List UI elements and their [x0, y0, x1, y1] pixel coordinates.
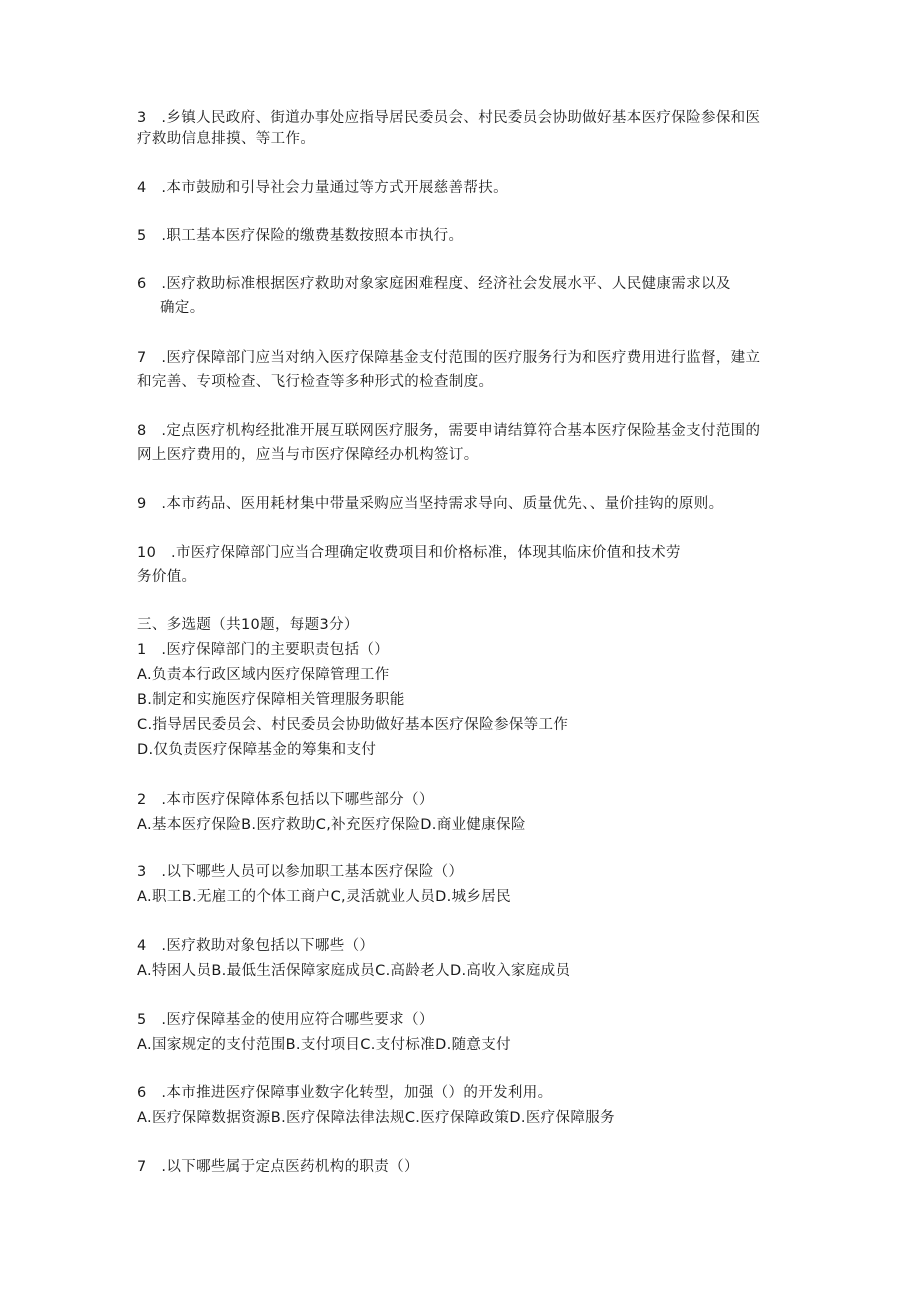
- fill-question-8-line-1: 8 .定点医疗机构经批准开展互联网医疗服务，需要申请结算符合基本医疗保险基金支付范围的: [137, 423, 761, 439]
- fill-question-3-line-2: 疗救助信息排摸、等工作。: [137, 131, 316, 147]
- fill-question-7-line-2: 和完善、专项检查、飞行检查等多种形式的检查制度。: [137, 374, 494, 390]
- fill-question-5: 5 .职工基本医疗保险的缴费基数按照本市执行。: [137, 228, 464, 244]
- mc-question-1-option-a: A.负责本行政区域内医疗保障管理工作: [137, 667, 390, 683]
- fill-question-7-line-1: 7 .医疗保障部门应当对纳入医疗保障基金支付范围的医疗服务行为和医疗费用进行监督，建立: [137, 350, 761, 366]
- mc-question-5-stem: 5 .医疗保障基金的使用应符合哪些要求（）: [137, 1012, 434, 1028]
- mc-question-2-options: A.基本医疗保险B.医疗救助C,补充医疗保险D.商业健康保险: [137, 817, 526, 833]
- fill-question-8-line-2: 网上医疗费用的，应当与市医疗保障经办机构签订。: [137, 447, 479, 463]
- fill-question-9: 9 .本市药品、医用耗材集中带量采购应当坚持需求导向、质量优先、、量价挂钩的原则。: [137, 496, 724, 512]
- fill-question-4: 4 .本市鼓励和引导社会力量通过等方式开展慈善帮扶。: [137, 180, 508, 196]
- section-title-multiple-choice: 三、多选题（共10题，每题3分）: [137, 617, 359, 633]
- mc-question-6-options: A.医疗保障数据资源B.医疗保障法律法规C.医疗保障政策D.医疗保障服务: [137, 1110, 615, 1126]
- mc-question-1-option-d: D.仅负责医疗保障基金的筹集和支付: [137, 742, 377, 758]
- fill-question-10-line-2: 务价值。: [137, 569, 197, 585]
- mc-question-3-options: A.职工B.无雇工的个体工商户C,灵活就业人员D.城乡居民: [137, 889, 511, 905]
- mc-question-4-options: A.特困人员B.最低生活保障家庭成员C.高龄老人D.高收入家庭成员: [137, 963, 571, 979]
- mc-question-1-option-c: C.指导居民委员会、村民委员会协助做好基本医疗保险参保等工作: [137, 717, 569, 733]
- fill-question-10-line-1: 10 .市医疗保障部门应当合理确定收费项目和价格标准，体现其临床价值和技术劳: [137, 545, 681, 561]
- mc-question-1-option-b: B.制定和实施医疗保障相关管理服务职能: [137, 692, 405, 708]
- mc-question-3-stem: 3 .以下哪些人员可以参加职工基本医疗保险（）: [137, 864, 464, 880]
- mc-question-7-stem: 7 .以下哪些属于定点医药机构的职责（）: [137, 1159, 419, 1175]
- fill-question-6-line-1: 6 .医疗救助标准根据医疗救助对象家庭困难程度、经济社会发展水平、人民健康需求以及: [137, 276, 731, 292]
- fill-question-6-line-2: 确定。: [160, 300, 205, 316]
- mc-question-1-stem: 1 .医疗保障部门的主要职责包括（）: [137, 642, 390, 658]
- mc-question-6-stem: 6 .本市推进医疗保障事业数字化转型，加强（）的开发利用。: [137, 1085, 553, 1101]
- mc-question-2-stem: 2 .本市医疗保障体系包括以下哪些部分（）: [137, 792, 434, 808]
- mc-question-5-options: A.国家规定的支付范围B.支付项目C.支付标准D.随意支付: [137, 1037, 511, 1053]
- fill-question-3-line-1: 3 .乡镇人民政府、街道办事处应指导居民委员会、村民委员会协助做好基本医疗保险参保和医: [137, 110, 761, 126]
- mc-question-4-stem: 4 .医疗救助对象包括以下哪些（）: [137, 938, 375, 954]
